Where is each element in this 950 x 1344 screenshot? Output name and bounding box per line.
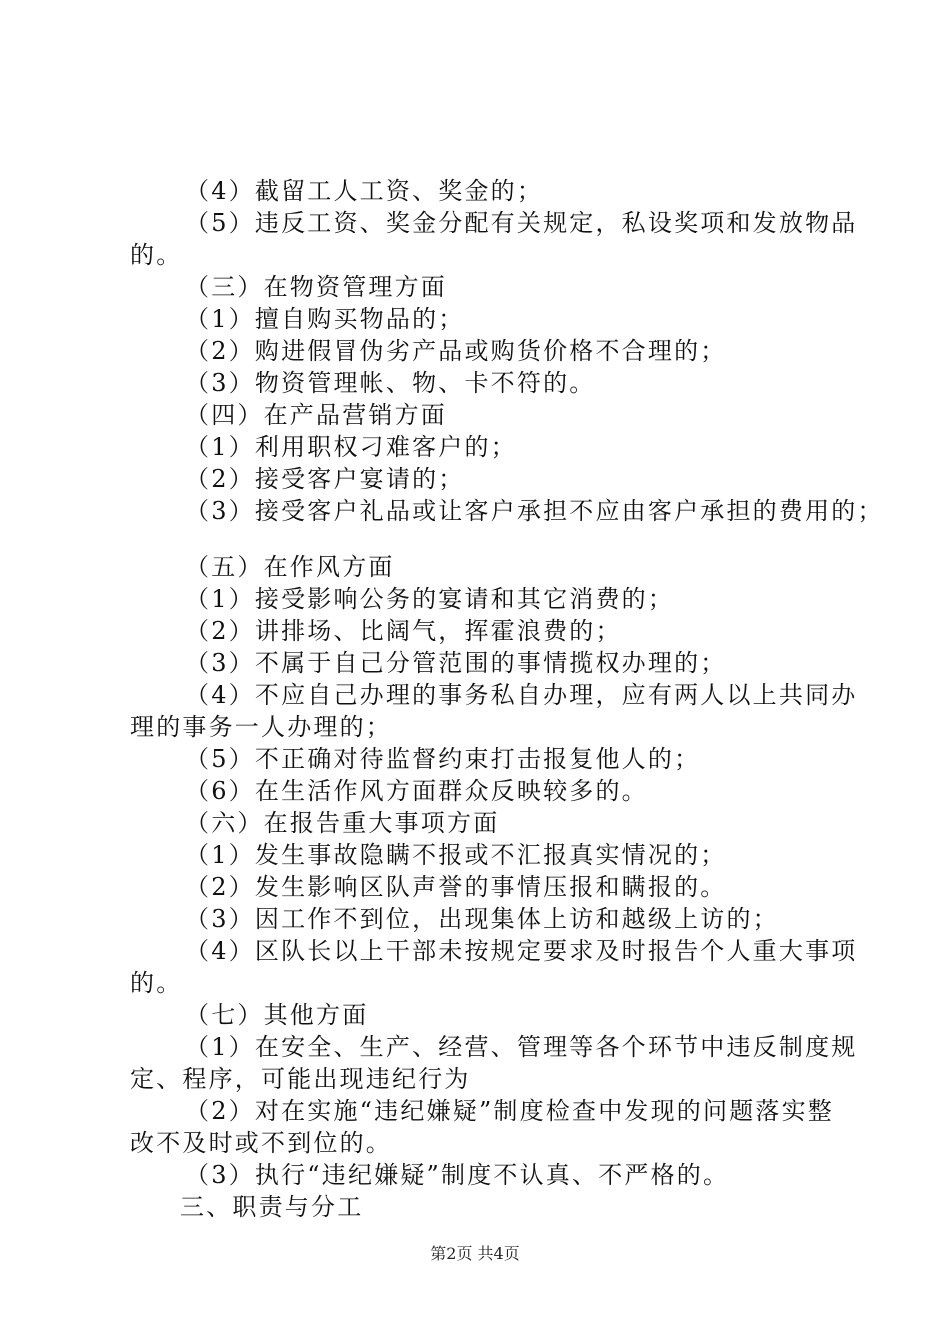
text-line: （2）讲排场、比阔气，挥霍浪费的； [185, 617, 622, 645]
text-line: 理的事务一人办理的； [130, 713, 392, 741]
text-line: （1）接受影响公务的宴请和其它消费的； [185, 585, 675, 613]
text-line: （4）不应自己办理的事务私自办理，应有两人以上共同办 [185, 681, 858, 709]
section-heading: （六）在报告重大事项方面 [185, 809, 500, 837]
section-heading: （三）在物资管理方面 [185, 273, 447, 301]
text-line: （4）区队长以上干部未按规定要求及时报告个人重大事项 [185, 937, 858, 965]
text-line: （1）擅自购买物品的； [185, 305, 465, 333]
text-line: （3）不属于自己分管范围的事情揽权办理的； [185, 649, 727, 677]
text-line: （1）发生事故隐瞒不报或不汇报真实情况的； [185, 841, 727, 869]
text-line: （3）因工作不到位，出现集体上访和越级上访的； [185, 905, 779, 933]
text-line: （2）接受客户宴请的； [185, 465, 465, 493]
page-footer: 第2页 共4页 [430, 1244, 520, 1263]
text-line: （2）购进假冒伪劣产品或购货价格不合理的； [185, 337, 727, 365]
text-line: 的。 [130, 969, 183, 997]
text-line: （2）对在实施“违纪嫌疑”制度检查中发现的问题落实整 [185, 1097, 835, 1125]
text-line: （1）在安全、生产、经营、管理等各个环节中违反制度规 [185, 1033, 858, 1061]
text-line: （5）违反工资、奖金分配有关规定，私设奖项和发放物品 [185, 209, 858, 237]
section-heading: （五）在作风方面 [185, 553, 395, 581]
section-heading: （七）其他方面 [185, 1001, 369, 1029]
text-line: （5）不正确对待监督约束打击报复他人的； [185, 745, 701, 773]
text-line: 改不及时或不到位的。 [130, 1129, 392, 1157]
section-heading: 三、职责与分工 [180, 1193, 364, 1221]
text-line: （4）截留工人工资、奖金的； [185, 177, 544, 205]
text-line: （2）发生影响区队声誉的事情压报和瞒报的。 [185, 873, 727, 901]
text-line: 的。 [130, 241, 183, 269]
text-line: （3）接受客户礼品或让客户承担不应由客户承担的费用的； [185, 497, 884, 525]
text-line: （6）在生活作风方面群众反映较多的。 [185, 777, 648, 805]
text-line: （3）执行“违纪嫌疑”制度不认真、不严格的。 [185, 1161, 730, 1189]
text-line: 定、程序，可能出现违纪行为 [130, 1065, 471, 1093]
section-heading: （四）在产品营销方面 [185, 401, 447, 429]
text-line: （1）利用职权刁难客户的； [185, 433, 517, 461]
text-line: （3）物资管理帐、物、卡不符的。 [185, 369, 596, 397]
